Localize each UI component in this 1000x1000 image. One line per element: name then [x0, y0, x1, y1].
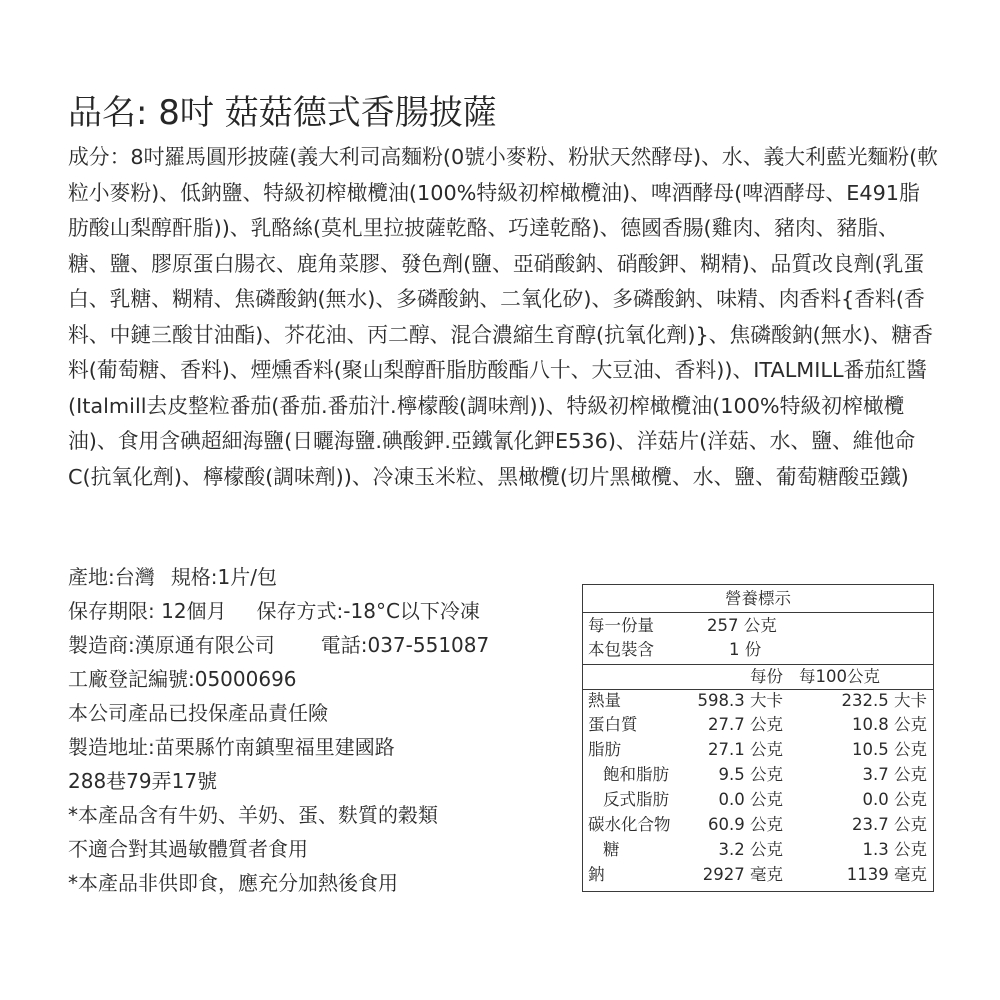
nutrient-row [583, 863, 933, 887]
nutrient-label: 鈉 [588, 865, 605, 884]
nutrition-title-row [583, 587, 933, 611]
per-100g-value: 232.5 大卡 [841, 691, 927, 710]
divider [583, 612, 933, 613]
per-serving-value: 9.5 公克 [718, 765, 783, 784]
address-line-1: 製造地址:苗栗縣竹南鎮聖福里建國路 [68, 735, 395, 759]
col-per-100g: 每100公克 [799, 667, 880, 686]
column-header-row [583, 665, 933, 689]
shelf-life: 保存期限: 12個月 [68, 599, 227, 623]
storage-method: 保存方式:-18°C以下冷凍 [256, 599, 480, 623]
nutrient-label: 飽和脂肪 [603, 765, 669, 784]
origin-spec-line [68, 560, 548, 594]
nutrient-row [583, 788, 933, 812]
nutrient-label: 蛋白質 [588, 715, 638, 734]
nutrient-row [583, 813, 933, 837]
nutrient-label: 脂肪 [588, 740, 621, 759]
nutrition-title: 營養標示 [725, 589, 791, 608]
spec: 規格:1片/包 [170, 565, 277, 589]
nutrient-row [583, 838, 933, 862]
servings-per-package-label: 本包裝含 [588, 640, 654, 659]
per-100g-value: 1.3 公克 [862, 840, 927, 859]
product-name: 品名: 8吋 菇菇德式香腸披薩 [68, 93, 497, 133]
manufacturer-line [68, 628, 548, 662]
per-serving-value: 598.3 大卡 [697, 691, 783, 710]
per-100g-value: 10.5 公克 [852, 740, 927, 759]
servings-per-package-value: 1 份 [729, 640, 762, 659]
servings-per-package-row [583, 638, 933, 662]
phone: 電話:037-551087 [320, 633, 490, 657]
per-100g-value: 10.8 公克 [852, 715, 927, 734]
ingredients-text: 成分：8吋羅馬圓形披薩(義大利司高麵粉(0號小麥粉、粉狀天然酵母)、水、義大利藍光麵粉(軟粒小麥粉)、低鈉鹽、特級初榨橄欖油(100%特級初榨橄欖油)、啤酒酵母(啤酒酵母、E491脂肪酸山梨醇酐脂))、乳酪絲(莫札里拉披薩乾酪、巧達乾酪)、德國香腸(雞肉、豬肉、豬脂、糖、鹽、膠原蛋白腸衣、鹿角菜膠、發色劑(鹽、亞硝酸鈉、硝酸鉀、糊精)、品質改良劑(乳蛋白、乳糖、糊精、焦磷酸鈉(無水)、多磷酸鈉、二氧化矽)、多磷酸鈉、味精、肉香料{香料(香料、中鏈三酸甘油酯)、芥花油、丙二醇、混合濃縮生育醇(抗氧化劑)}、焦磷酸鈉(無水)、糖香料(葡萄糖、香料)、煙燻香料(聚山梨醇酐脂肪酸酯八十、大豆油、香料))、ITALMILL番茄紅醬(Italmill去皮整粒番茄(番茄.番茄汁.檸檬酸(調味劑))、特級初榨橄欖油(100%特級初榨橄欖油)、食用含碘超細海鹽(日曬海鹽.碘酸鉀.亞鐵氰化鉀E536)、洋菇片(洋菇、水、鹽、維他命C(抗氧化劑)、檸檬酸(調味劑))、冷凍玉米粒、黑橄欖(切片黑橄欖、水、鹽、葡萄糖酸亞鐵) [68, 145, 938, 489]
per-100g-value: 0.0 公克 [862, 790, 927, 809]
per-serving-value: 27.1 公克 [708, 740, 783, 759]
per-serving-value: 60.9 公克 [708, 815, 783, 834]
nutrient-row [583, 713, 933, 737]
shelf-storage-line [68, 594, 548, 628]
allergen-line-2: 不適合對其過敏體質者食用 [68, 837, 308, 861]
per-serving-value: 2927 毫克 [702, 865, 783, 884]
nutrient-row [583, 689, 933, 713]
per-100g-value: 1139 毫克 [846, 865, 927, 884]
serving-size-value: 257 公克 [707, 616, 777, 635]
serving-size-row [583, 614, 933, 638]
nutrient-label: 熱量 [588, 691, 621, 710]
per-100g-value: 23.7 公克 [852, 815, 927, 834]
per-100g-value: 3.7 公克 [862, 765, 927, 784]
address-line-2: 288巷79弄17號 [68, 769, 218, 793]
col-per-serving: 每份 [750, 667, 783, 686]
nutrient-label: 反式脂肪 [603, 790, 669, 809]
nutrient-label: 糖 [603, 840, 620, 859]
allergen-line-1: *本產品含有牛奶、羊奶、蛋、麩質的穀類 [68, 803, 438, 827]
nutrition-facts-table [582, 584, 934, 892]
nutrient-row [583, 738, 933, 762]
heating-notice: *本產品非供即食，應充分加熱後食用 [68, 871, 398, 895]
factory-registration: 工廠登記編號:05000696 [68, 667, 297, 691]
nutrient-label: 碳水化合物 [588, 815, 671, 834]
per-serving-value: 0.0 公克 [718, 790, 783, 809]
serving-size-label: 每一份量 [588, 616, 654, 635]
insurance-statement: 本公司產品已投保產品責任險 [68, 701, 328, 725]
origin: 產地:台灣 [68, 565, 155, 589]
nutrient-row [583, 763, 933, 787]
manufacturer: 製造商:漢原通有限公司 [68, 633, 275, 657]
per-serving-value: 3.2 公克 [718, 840, 783, 859]
per-serving-value: 27.7 公克 [708, 715, 783, 734]
product-info [68, 560, 548, 900]
